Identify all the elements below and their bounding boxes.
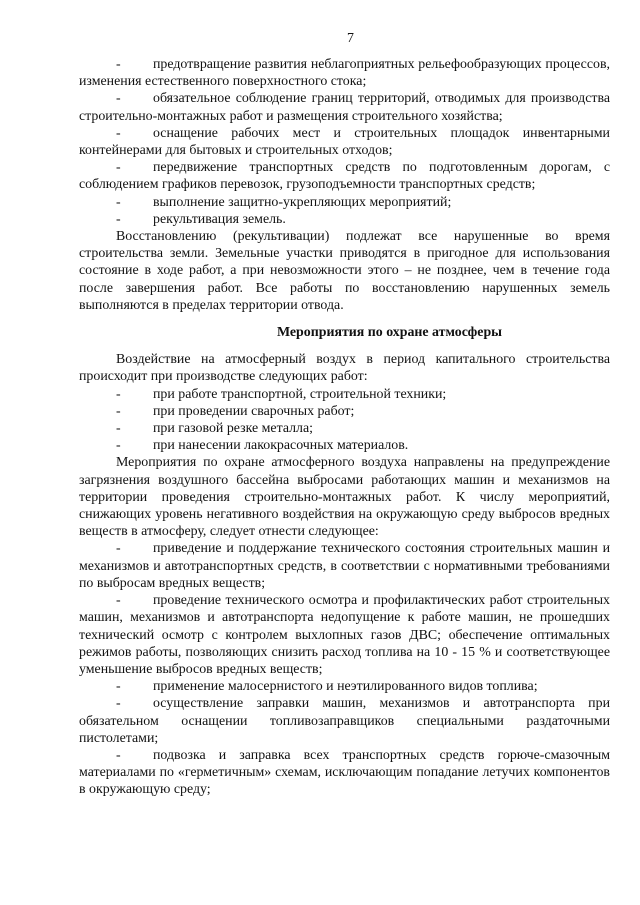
list-item: - при нанесении лакокрасочных материалов. [116, 438, 409, 454]
page-number: 7 [347, 31, 354, 46]
list-dash: - [116, 57, 121, 72]
air-protection-measures-list [79, 540, 610, 798]
list-item: - выполнение защитно-укрепляющих мероприятий; [116, 194, 452, 210]
list-item: - предотвращение развития неблагоприятных рельефообразующих процессов, изменения естественного поверхностного стока; [79, 57, 610, 90]
list-item: - при проведении сварочных работ; [116, 403, 355, 419]
list-dash: - [116, 679, 121, 695]
document-page [79, 30, 610, 799]
list-item: - при газовой резке металла; [116, 421, 313, 437]
list-dash: - [116, 747, 121, 763]
list-dash: - [116, 125, 121, 141]
list-dash: - [116, 386, 121, 402]
measures-paragraph: Мероприятия по охране атмосферного воздуха направлены на предупреждение загрязнения воздушного бассейна выбросами работающих машин и механизмов на территории проведения строительно-монтажных работ. К числу мероприятий, снижающих уровень негативного воздействия на окружающую среду выбросов вредных веществ в атмосферу, следует отнести следующее: [79, 455, 610, 540]
impact-paragraph: Воздействие на атмосферный воздух в период капитального строительства происходит при производстве следующих работ: [79, 352, 610, 385]
list-item: - применение малосернистого и неэтилированного видов топлива; [116, 679, 538, 695]
list-dash: - [116, 160, 121, 176]
list-item: - рекультивация земель. [116, 211, 286, 227]
restoration-paragraph: Восстановлению (рекультивации) подлежат все нарушенные во время строительства земли. Земельные участки приводятся в пригодное для использования состояние в ходе работ, а при невозможности этого – не позднее, чем в течение года после завершения работ. Все работы по восстановлению нарушенных земель выполняются в пределах территории отвода. [79, 229, 610, 313]
list-item: - при работе транспортной, строительной техники; [116, 386, 447, 402]
section-heading-atmosphere: Мероприятия по охране атмосферы [276, 325, 503, 341]
list-item: - подвозка и заправка всех транспортных средств горюче-смазочным материалами по «герметичным» схемам, исключающим попадание летучих компонентов в окружающую среду; [79, 747, 610, 798]
list-dash: - [116, 421, 121, 437]
list-item: - осуществление заправки машин, механизмов и автотранспорта при обязательном оснащении топливозаправщиков специальными раздаточными пистолетами; [79, 696, 610, 746]
list-dash: - [116, 211, 121, 227]
list-item: - оснащение рабочих мест и строительных площадок инвентарными контейнерами для бытовых и строительных отходов; [79, 125, 610, 159]
list-dash: - [116, 194, 121, 210]
list-dash: - [116, 91, 121, 107]
impact-works-list [79, 386, 610, 455]
list-item: - обязательное соблюдение границ территорий, отводимых для производства строительно-монтажных работ и размещения строительного хозяйства; [79, 91, 610, 124]
list-item: - проведение технического осмотра и профилактических работ строительных машин, механизмов и автотранспорта недопущение к работе машин, не прошедших технический осмотр с контролем выхлопных газов ДВС; обеспечение оптимальных режимов работы, позволяющих снизить расход топлива на 10 - 15 % и соответствующее уменьшение выбросов вредных веществ; [79, 593, 610, 677]
list-dash: - [116, 403, 121, 419]
list-item: - приведение и поддержание технического состояния строительных машин и механизмов и автотранспортных средств, в соответствии с нормативными требованиями по выбросам вредных веществ; [79, 541, 610, 591]
land-measures-list [79, 56, 610, 228]
list-dash: - [116, 541, 121, 557]
list-dash: - [116, 593, 121, 609]
list-item: - передвижение транспортных средств по подготовленным дорогам, с соблюдением графиков перевозок, грузоподъемности транспортных средств; [79, 160, 610, 193]
list-dash: - [116, 438, 121, 454]
list-dash: - [116, 696, 121, 712]
